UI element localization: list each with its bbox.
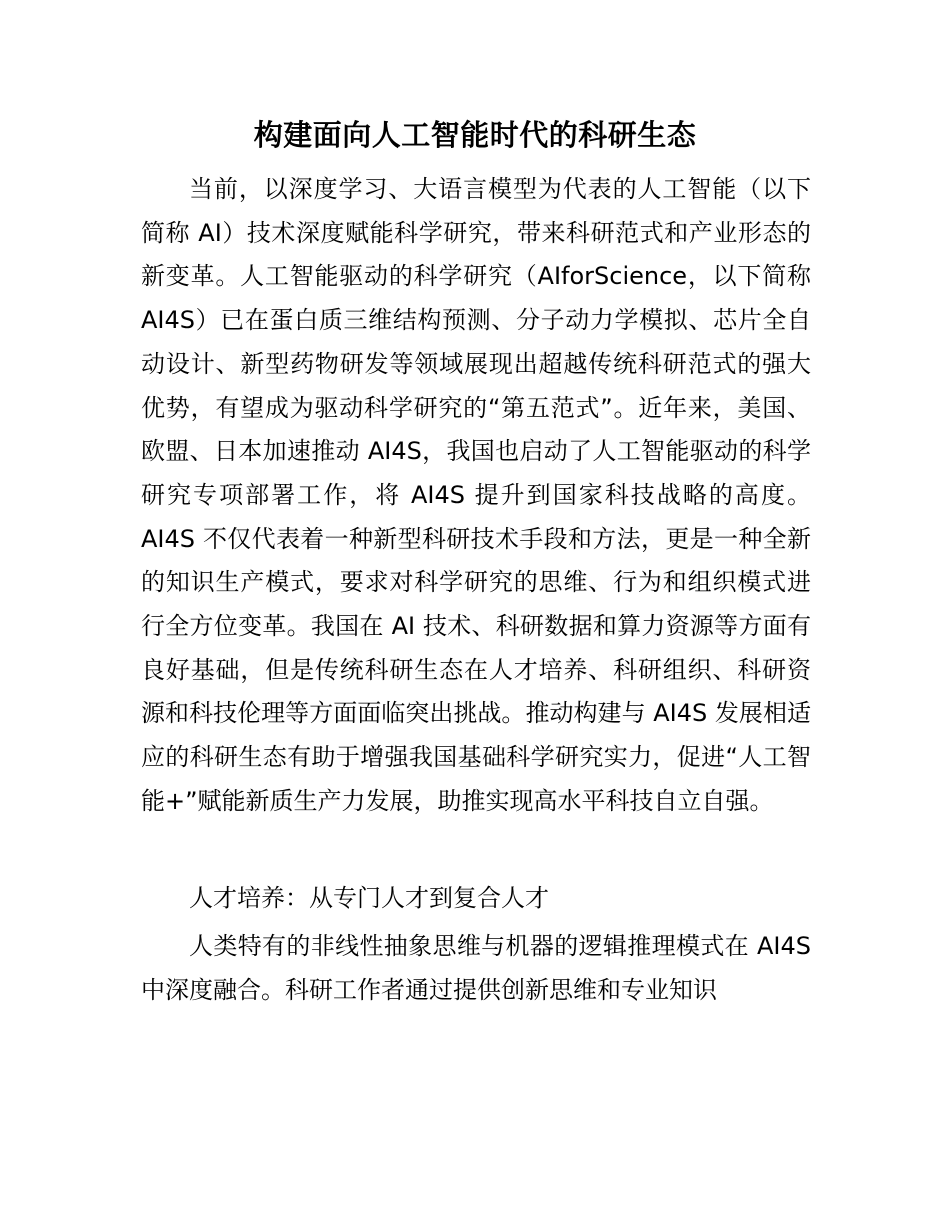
section-paragraph-container	[141, 925, 811, 1012]
section-heading-container	[141, 873, 811, 925]
intro-paragraph: 当前，以深度学习、大语言模型为代表的人工智能（以下简称 AI）技术深度赋能科学研究，带来科研范式和产业形态的新变革。人工智能驱动的科学研究（AIforScience，以下简称 AI4S）已在蛋白质三维结构预测、分子动力学模拟、芯片全自动设计、新型药物研发等领域展现出超越传统科研范式的强大优势，有望成为驱动科学研究的“第五范式”。近年来，美国、欧盟、日本加速推动 AI4S，我国也启动了人工智能驱动的科学研究专项部署工作，将 AI4S 提升到国家科技战略的高度。AI4S 不仅代表着一种新型科研技术手段和方法，更是一种全新的知识生产模式，要求对科学研究的思维、行为和组织模式进行全方位变革。我国在 AI 技术、科研数据和算力资源等方面有良好基础，但是传统科研生态在人才培养、科研组织、科研资源和科技伦理等方面面临突出挑战。推动构建与 AI4S 发展相适应的科研生态有助于增强我国基础科学研究实力，促进“人工智能+”赋能新质生产力发展，助推实现高水平科技自立自强。	[141, 175, 811, 815]
section-heading: 人才培养：从专门人才到复合人才	[189, 884, 549, 912]
document-title: 构建面向人工智能时代的科研生态	[253, 118, 697, 152]
body-paragraph-container	[141, 168, 811, 824]
section-paragraph: 人类特有的非线性抽象思维与机器的逻辑推理模式在 AI4S 中深度融合。科研工作者通过提供创新思维和专业知识	[141, 932, 811, 1004]
